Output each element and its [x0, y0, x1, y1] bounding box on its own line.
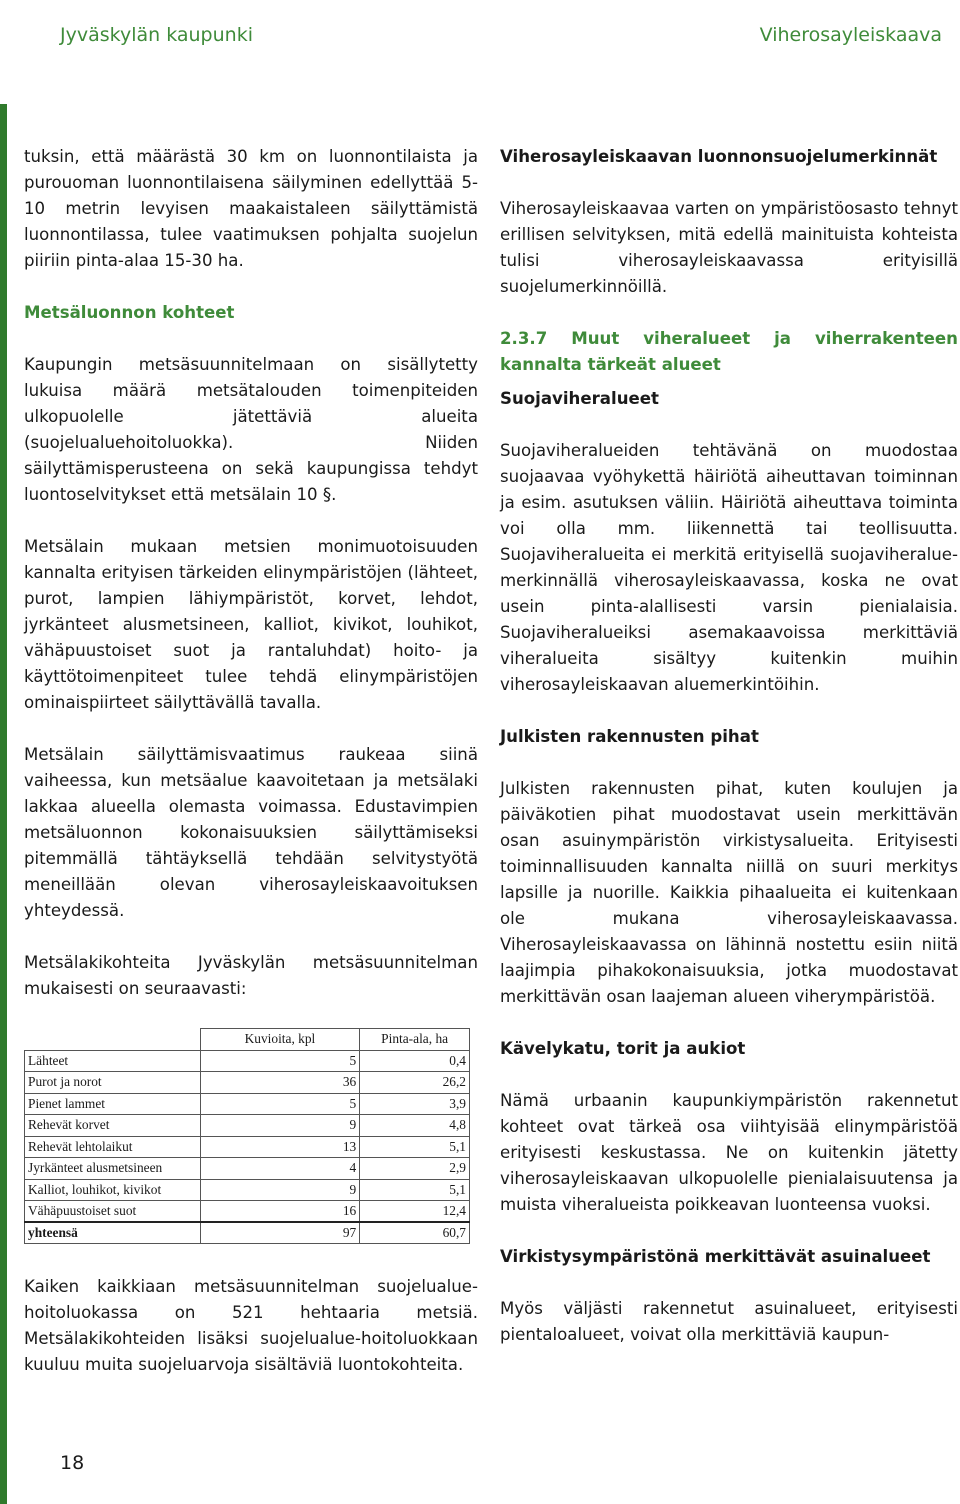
table-cell-name: Rehevät lehtolaikut [25, 1136, 201, 1158]
right-paragraph-2: Suojaviheralueiden tehtävänä on muodostaa suojaavaa vyöhykettä häiriötä aiheuttavan toiminnan ja esim. asutuksen väliin. Häiriötä aiheuttava toiminta voi olla mm. liikennettä tai teollisuutta. Suojaviheralueita ei merkitä erityisellä suojaviheralue-merkinnällä viherosayleiskaavassa, koska ne ovat usein pinta-alallisesti varsin pienialaisia. Suojaviheralueiksi asemakaavoissa merkittäviä viheralueita sisältyy kuitenkin muihin viherosayleiskaavan aluemerkintöihin. [500, 441, 958, 694]
table-cell-count: 36 [200, 1072, 360, 1094]
table-total-row [25, 1222, 470, 1244]
table-header-row [25, 1029, 470, 1051]
heading-pedestrian-streets-squares: Kävelykatu, torit ja aukiot [500, 1039, 746, 1058]
table-cell-area: 5,1 [360, 1136, 470, 1158]
table-cell-name: Lähteet [25, 1050, 201, 1072]
heading-protective-green-areas: Suojaviheralueet [500, 389, 659, 408]
table-cell-name: Jyrkänteet alusmetsineen [25, 1158, 201, 1180]
table-header-area: Pinta-ala, ha [360, 1029, 470, 1051]
table-cell-name: Rehevät korvet [25, 1115, 201, 1137]
left-paragraph-5: Metsälakikohteita Jyväskylän metsäsuunnitelman mukaisesti on seuraavasti: [24, 953, 478, 998]
table-cell-count: 9 [200, 1179, 360, 1201]
left-paragraph-3: Metsälain mukaan metsien monimuotoisuuden kannalta erityisen tärkeiden elinympäristöjen (lähteet, purot, lampien lähiympäristöt, korvet, lehdot, jyrkänteet alusmetsineen, kalliot, kivikot, louhikot, vähäpuustoiset suot ja rantaluhdat) hoito- ja käyttötoimenpiteet tulee tehdä elinympäristöjen ominaispiirteet säilyttävällä tavalla. [24, 537, 478, 712]
table-row [25, 1179, 470, 1201]
header-organization: Jyväskylän kaupunki [60, 24, 253, 46]
left-paragraph-2: Kaupungin metsäsuunnitelmaan on sisällytetty lukuisa määrä metsätalouden toimenpiteiden ulkopuolelle jätettäviä alueita (suojelualuehoitoluokka). Niiden säilyttämisperusteena on sekä kaupungissa tehdyt luontoselvitykset että metsälain 10 §. [24, 355, 478, 504]
heading-nature-protection-markings: Viherosayleiskaavan luonnonsuojelumerkinnät [500, 147, 938, 166]
table-cell-count: 5 [200, 1093, 360, 1115]
left-paragraph-6: Kaiken kaikkiaan metsäsuunnitelman suojelualue-hoitoluokassa on 521 hehtaaria metsiä. Metsälakikohteiden lisäksi suojelualue-hoitoluokkaan kuuluu muita suojeluarvoja sisältäviä luontokohteita. [24, 1277, 478, 1374]
right-paragraph-1: Viherosayleiskaavaa varten on ympäristöosasto tehnyt erillisen selvityksen, mitä edellä mainituista kohteista tulisi viherosayleiskaavassa erityisillä suojelumerkinnöillä. [500, 199, 958, 296]
table-header-blank [25, 1029, 201, 1051]
table-cell-name: yhteensä [25, 1222, 201, 1244]
table-cell-name: Kalliot, louhikot, kivikot [25, 1179, 201, 1201]
right-paragraph-3: Julkisten rakennusten pihat, kuten koulujen ja päiväkotien pihat muodostavat usein merkittävän osan asuinympäristön virkistysalueita. Erityisesti toiminnallisuuden kannalta niillä on suuri merkitys lapsille ja nuorille. Kaikkia pihaalueita ei kuitenkaan ole mukana viherosayleiskaavassa. Viherosayleiskaavassa on lähinnä nostettu esiin niitä laajimpia pihakokonaisuuksia, jotka muodostavat merkittävän osan laajeman alueen viherympäristöä. [500, 779, 958, 1006]
left-paragraph-4: Metsälain säilyttämisvaatimus raukeaa siinä vaiheessa, kun metsäalue kaavoitetaan ja metsälaki lakkaa alueella olemasta voimassa. Edustavimpien metsäluonnon kokonaisuuksien säilyttämiseksi pitemmällä tähtäyksellä tehdään selvitystyötä meneillään olevan viherosayleiskaavoituksen yhteydessä. [24, 745, 478, 920]
forest-law-sites-table-wrapper [24, 1028, 470, 1244]
table-cell-area: 5,1 [360, 1179, 470, 1201]
table-cell-name: Vähäpuustoiset suot [25, 1201, 201, 1223]
table-cell-area: 26,2 [360, 1072, 470, 1094]
table-cell-area: 2,9 [360, 1158, 470, 1180]
table-cell-name: Purot ja norot [25, 1072, 201, 1094]
table-header-count: Kuvioita, kpl [200, 1029, 360, 1051]
right-column [500, 144, 958, 1374]
table-row [25, 1093, 470, 1115]
table-cell-count: 16 [200, 1201, 360, 1223]
heading-public-building-yards: Julkisten rakennusten pihat [500, 727, 759, 746]
table-row [25, 1072, 470, 1094]
table-cell-count: 13 [200, 1136, 360, 1158]
table-row [25, 1136, 470, 1158]
right-paragraph-5: Myös väljästi rakennetut asuinalueet, erityisesti pientaloalueet, voivat olla merkittäviä kaupun- [500, 1299, 958, 1344]
heading-forest-nature-sites: Metsäluonnon kohteet [24, 303, 235, 322]
page-number: 18 [60, 1452, 85, 1474]
table-row [25, 1158, 470, 1180]
table-cell-area: 3,9 [360, 1093, 470, 1115]
heading-section-2-3-7: 2.3.7 Muut viheralueet ja viherrakenteen kannalta tärkeät alueet [500, 329, 958, 374]
table-cell-count: 97 [200, 1222, 360, 1244]
right-paragraph-4: Nämä urbaanin kaupunkiympäristön rakennetut kohteet ovat tärkeä osa viihtyisää elinympäristöä erityisesti keskustassa. Ne on kuitenkin jätetty viherosayleiskaavan ulkopuolelle pienialaisuutensa ja muista viheralueista poikkeavan luonteensa vuoksi. [500, 1091, 958, 1214]
table-cell-name: Pienet lammet [25, 1093, 201, 1115]
table-cell-area: 4,8 [360, 1115, 470, 1137]
table-cell-count: 5 [200, 1050, 360, 1072]
table-row [25, 1050, 470, 1072]
green-sidebar-bar [0, 104, 7, 1504]
table-cell-area: 12,4 [360, 1201, 470, 1223]
forest-law-sites-table [24, 1028, 470, 1244]
table-cell-area: 60,7 [360, 1222, 470, 1244]
left-column [24, 144, 478, 1404]
table-body [25, 1050, 470, 1244]
table-cell-count: 4 [200, 1158, 360, 1180]
page-header [0, 0, 960, 72]
table-row [25, 1115, 470, 1137]
table-cell-count: 9 [200, 1115, 360, 1137]
table-row [25, 1201, 470, 1223]
table-cell-area: 0,4 [360, 1050, 470, 1072]
heading-recreational-residential-areas: Virkistysympäristönä merkittävät asuinalueet [500, 1247, 931, 1266]
header-document-title: Viherosayleiskaava [759, 24, 942, 46]
left-paragraph-1: tuksin, että määrästä 30 km on luonnontilaista ja purouoman luonnontilaisena säilyminen edellyttää 5-10 metrin levyisen maakaistaleen säilyttämistä luonnontilassa, tulee vaatimuksen pohjalta suojelun piiriin pinta-alaa 15-30 ha. [24, 147, 478, 270]
